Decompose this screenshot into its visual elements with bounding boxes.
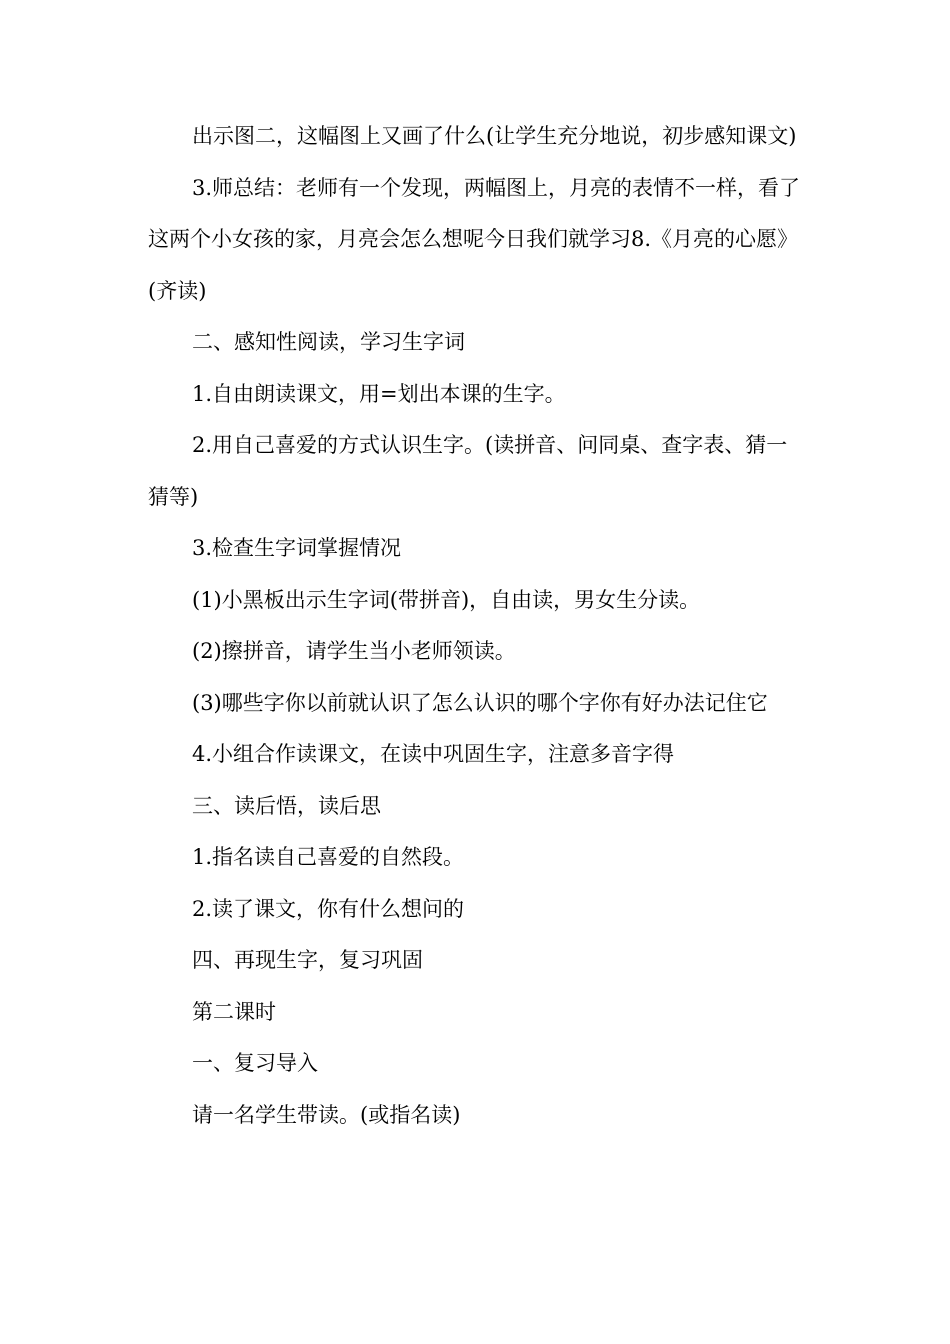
paragraph-check-vocabulary: 3.检查生字词掌握情况 [192,536,402,560]
document-body [148,111,808,1141]
section-heading-perceptual-reading: 二、感知性阅读，学习生字词 [192,330,465,354]
paragraph-student-lead-reading: 请一名学生带读。(或指名读) [192,1102,461,1127]
section-heading-review: 四、再现生字，复习巩固 [192,948,423,972]
section-heading-second-lesson: 第二课时 [192,999,276,1024]
paragraph-recognize-characters: 2.用自己喜爱的方式认识生字。(读拼音、问同桌、查字表、猜一猜等) [148,433,788,509]
section-heading-review-intro: 一、复习导入 [192,1051,318,1075]
section-heading-reflect: 三、读后悟，读后思 [192,793,381,818]
paragraph-known-characters: (3)哪些字你以前就认识了怎么认识的哪个字你有好办法记住它 [192,690,768,715]
paragraph-free-reading: 1.自由朗读课文，用=划出本课的生字。 [192,381,566,406]
paragraph-teacher-summary: 3.师总结：老师有一个发现，两幅图上，月亮的表情不一样，看了这两个小女孩的家，月亮会怎么想呢今日我们就学习8.《月亮的心愿》(齐读) [148,175,801,303]
paragraph-blackboard-vocabulary: (1)小黑板出示生字词(带拼音)，自由读，男女生分读。 [192,587,701,612]
paragraph-erase-pinyin: (2)擦拼音，请学生当小老师领读。 [192,639,516,663]
paragraph-favorite-section: 1.指名读自己喜爱的自然段。 [192,845,465,869]
paragraph-questions: 2.读了课文，你有什么想问的 [192,896,465,921]
paragraph-show-picture-two: 出示图二，这幅图上又画了什么(让学生充分地说，初步感知课文) [192,124,797,148]
paragraph-group-reading: 4.小组合作读课文，在读中巩固生字，注意多音字得 [192,742,675,766]
